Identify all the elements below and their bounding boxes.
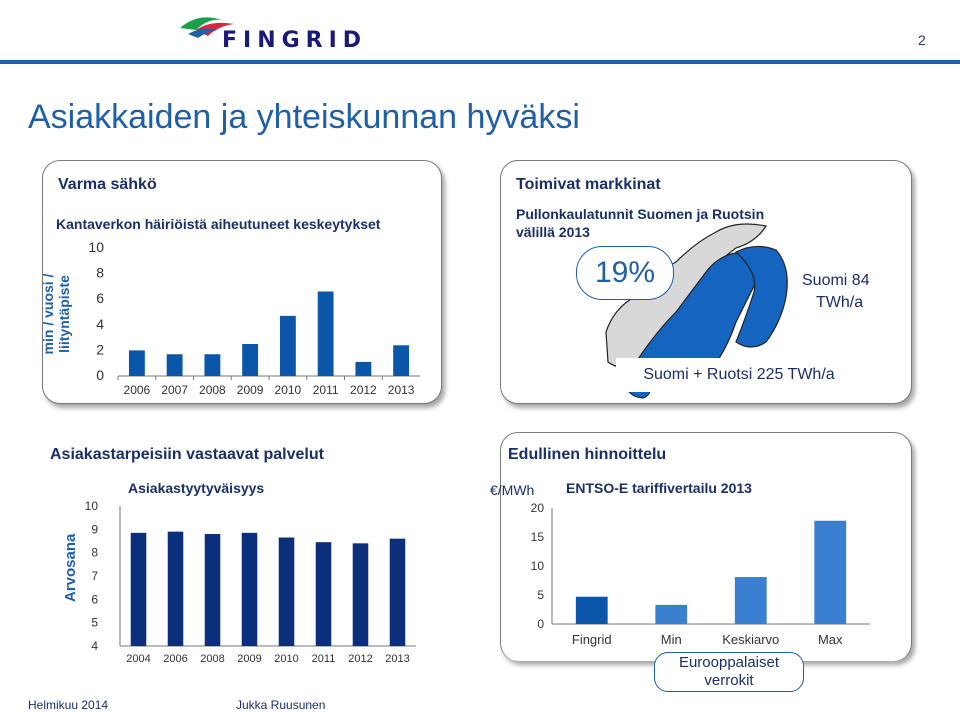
y-tick-label: 4 <box>96 315 104 332</box>
y-tick-label: 5 <box>537 588 544 602</box>
x-tick-label: 2013 <box>387 383 415 397</box>
y-tick-label: 10 <box>88 239 104 255</box>
chart-satisfaction <box>82 496 422 672</box>
panel-palvelut-heading: Asiakastarpeisiin vastaavat palvelut <box>50 446 324 463</box>
y-tick-label: 20 <box>530 501 544 515</box>
x-tick-label: 2013 <box>385 653 410 665</box>
bar <box>205 534 221 646</box>
bar <box>353 543 369 646</box>
euro-peers-label-2: verrokit <box>704 672 754 689</box>
x-tick-label: 2011 <box>311 653 336 665</box>
x-tick-label: 2006 <box>123 383 151 397</box>
y-tick-label: 15 <box>530 530 544 544</box>
bar <box>131 533 147 646</box>
bar <box>355 362 371 376</box>
bar <box>279 538 295 647</box>
bar <box>204 354 220 376</box>
y-tick-label: 10 <box>530 559 544 573</box>
footer-date: Helmikuu 2014 <box>28 698 109 712</box>
x-tick-label: 2012 <box>348 653 373 665</box>
y-tick-label: 6 <box>96 290 104 307</box>
bar <box>242 344 258 376</box>
suomi-label-1: Suomi 84 <box>802 272 870 289</box>
markkinat-subtitle-2: välillä 2013 <box>516 224 590 240</box>
bar <box>242 533 258 646</box>
chart-satisfaction-ylabel: Arvosana <box>62 533 79 602</box>
x-tick-label: 2010 <box>274 653 299 665</box>
footer-author: Jukka Ruusunen <box>236 698 326 712</box>
bar <box>280 316 296 376</box>
y-tick-label: 7 <box>91 569 98 583</box>
page-title: Asiakkaiden ja yhteiskunnan hyväksi <box>28 98 580 136</box>
percent-value: 19% <box>594 256 656 289</box>
chart-satisfaction-title: Asiakastyytyväisyys <box>128 480 265 496</box>
bar <box>655 605 687 624</box>
panel-varma-heading: Varma sähkö <box>58 176 157 193</box>
x-tick-label: 2012 <box>350 383 377 397</box>
total-label: Suomi + Ruotsi 225 TWh/a <box>643 366 835 383</box>
x-tick-label: 2011 <box>312 383 339 397</box>
x-tick-label: 2009 <box>237 653 262 665</box>
chart-tariff <box>510 496 880 654</box>
x-tick-label: 2010 <box>274 383 302 397</box>
euro-peers-label-1: Eurooppalaiset <box>678 654 780 671</box>
x-tick-label: Fingrid <box>571 632 612 647</box>
x-tick-label: 2007 <box>161 383 188 397</box>
x-tick-label: 2009 <box>236 383 264 397</box>
x-tick-label: Min <box>660 632 682 647</box>
chart-tariff-title: ENTSO-E tariffivertailu 2013 <box>566 480 752 496</box>
chart-tariff-ylabel: €/MWh <box>490 482 535 498</box>
y-tick-label: 0 <box>96 367 104 383</box>
bar <box>393 345 409 376</box>
header-rule <box>0 60 960 64</box>
x-tick-label: Max <box>817 632 843 647</box>
x-tick-label: 2006 <box>163 653 188 665</box>
panel-markkinat-heading: Toimivat markkinat <box>516 176 661 193</box>
page-number: 2 <box>918 32 926 48</box>
x-tick-label: Keskiarvo <box>722 632 780 647</box>
euro-peers-callout <box>654 652 804 692</box>
y-tick-label: 10 <box>84 499 98 513</box>
bar <box>318 292 334 376</box>
markkinat-subtitle-1: Pullonkaulatunnit Suomen ja Ruotsin <box>516 206 765 222</box>
chart-outages-ylabel: min / vuosi / liityntäpiste <box>40 273 72 355</box>
bar <box>316 542 332 646</box>
bar <box>390 539 406 646</box>
y-tick-label: 0 <box>537 617 544 631</box>
chart-outages-title: Kantaverkon häiriöistä aiheutuneet keskeytykset <box>56 216 381 232</box>
bar <box>129 350 145 376</box>
chart-outages <box>80 236 430 402</box>
percent-callout <box>576 246 674 300</box>
logo-text: FINGRID <box>222 28 368 53</box>
total-label-box <box>616 358 862 392</box>
x-tick-label: 2008 <box>200 653 225 665</box>
bar <box>168 532 184 646</box>
y-tick-label: 2 <box>96 341 104 358</box>
y-tick-label: 6 <box>91 592 98 607</box>
x-tick-label: 2004 <box>126 653 151 665</box>
bar <box>814 521 846 624</box>
y-tick-label: 4 <box>91 639 98 653</box>
bar <box>735 577 767 624</box>
x-tick-label: 2008 <box>199 383 226 397</box>
bar <box>167 354 183 376</box>
fingrid-logo <box>178 14 378 54</box>
y-tick-label: 9 <box>91 522 98 537</box>
y-tick-label: 8 <box>91 545 98 560</box>
bar <box>576 597 608 624</box>
panel-hinnoittelu-heading: Edullinen hinnoittelu <box>508 446 667 463</box>
y-tick-label: 5 <box>91 615 98 630</box>
suomi-label-2: TWh/a <box>816 294 864 311</box>
y-tick-label: 8 <box>96 264 104 281</box>
